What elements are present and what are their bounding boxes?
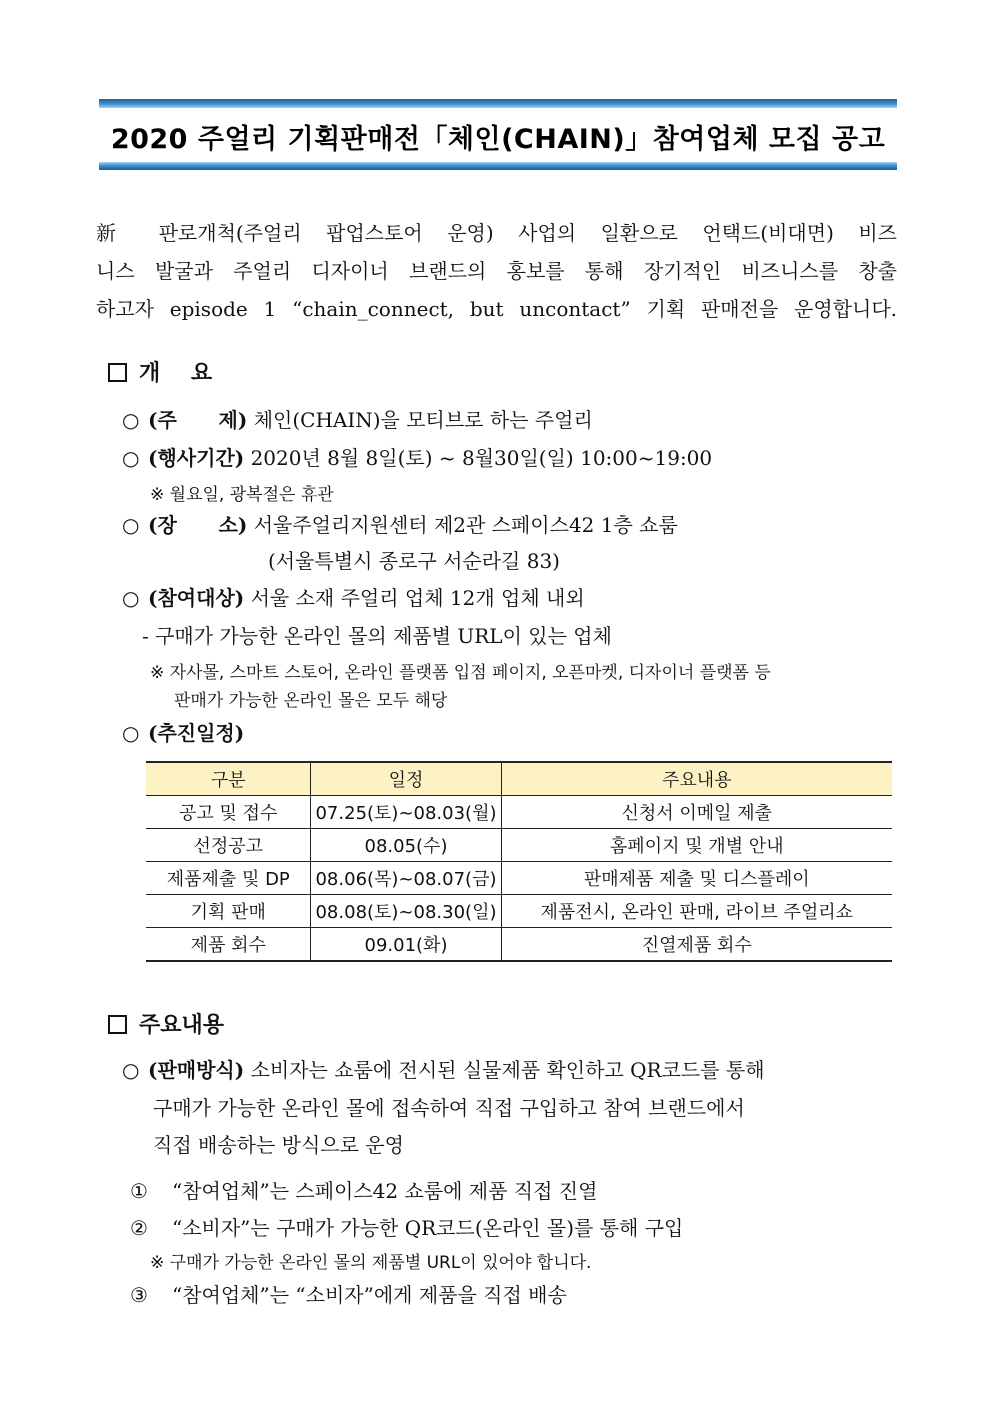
intro-paragraph — [96, 214, 897, 328]
circle-bullet-icon: ○ — [122, 446, 140, 470]
table-row — [146, 796, 892, 829]
table-cell: 판매제품 제출 및 디스플레이 — [501, 862, 892, 895]
schedule-item — [122, 717, 244, 746]
period-note: ※ 월요일, 광복절은 휴관 — [150, 485, 334, 505]
step-number: ③ — [130, 1283, 148, 1307]
theme-item — [122, 404, 593, 433]
step-text: “참여업체”는 스페이스42 쇼룸에 제품 직접 진열 — [172, 1179, 598, 1203]
schedule-header-date: 일정 — [311, 762, 501, 796]
step-1 — [130, 1175, 597, 1204]
method-item — [122, 1054, 765, 1083]
venue-item — [122, 509, 678, 538]
target-value: 서울 소재 주얼리 업체 12개 업체 내외 — [250, 586, 585, 610]
venue-value: 서울주얼리지원센터 제2관 스페이스42 1층 쇼룸 — [253, 513, 678, 537]
venue-address: (서울특별시 종로구 서순라길 83) — [268, 549, 560, 573]
period-value: 2020년 8월 8일(토) ~ 8월30일(일) 10:00~19:00 — [250, 446, 713, 470]
schedule-label: (추진일정) — [148, 721, 245, 745]
schedule-header-content: 주요내용 — [501, 762, 892, 796]
theme-value: 체인(CHAIN)을 모티브로 하는 주얼리 — [253, 408, 593, 432]
target-note-2: 판매가 가능한 온라인 몰은 모두 해당 — [174, 691, 448, 711]
table-row — [146, 829, 892, 862]
page-title: 2020 주얼리 기획판매전「체인(CHAIN)」참여업체 모집 공고 — [110, 123, 886, 155]
method-line-3: 직접 배송하는 방식으로 운영 — [153, 1133, 404, 1157]
target-label: (참여대상) — [148, 586, 245, 610]
table-cell: 제품제출 및 DP — [146, 862, 311, 895]
table-cell: 08.08(토)~08.30(일) — [311, 895, 501, 928]
table-cell: 선정공고 — [146, 829, 311, 862]
target-note-1: ※ 자사몰, 스마트 스토어, 온라인 플랫폼 입점 페이지, 오픈마켓, 디자이너 플랫폼 등 — [150, 663, 771, 683]
circle-bullet-icon: ○ — [122, 513, 140, 537]
method-line-1: 소비자는 쇼룸에 전시된 실물제품 확인하고 QR코드를 통해 — [250, 1058, 765, 1082]
step-number: ② — [130, 1216, 148, 1240]
table-cell: 08.06(목)~08.07(금) — [311, 862, 501, 895]
circle-bullet-icon: ○ — [122, 1058, 140, 1082]
target-sub: - 구매가 가능한 온라인 몰의 제품별 URL이 있는 업체 — [142, 624, 612, 648]
method-line-2: 구매가 가능한 온라인 몰에 접속하여 직접 구입하고 참여 브랜드에서 — [153, 1096, 745, 1120]
table-cell: 07.25(토)~08.03(월) — [311, 796, 501, 829]
table-cell: 신청서 이메일 제출 — [501, 796, 892, 829]
step-number: ① — [130, 1179, 148, 1203]
circle-bullet-icon: ○ — [122, 586, 140, 610]
method-label: (판매방식) — [148, 1058, 245, 1082]
schedule-header-row — [146, 762, 892, 796]
table-cell: 공고 및 접수 — [146, 796, 311, 829]
step-2-note: ※ 구매가 가능한 온라인 몰의 제품별 URL이 있어야 합니다. — [150, 1253, 592, 1273]
period-label: (행사기간) — [148, 446, 245, 470]
schedule-table — [146, 761, 892, 962]
table-cell: 제품전시, 온라인 판매, 라이브 주얼리쇼 — [501, 895, 892, 928]
title-bar-bottom — [99, 162, 897, 170]
main-heading-text: 주요내용 — [139, 1012, 225, 1038]
table-row — [146, 928, 892, 962]
table-cell: 09.01(화) — [311, 928, 501, 962]
table-row — [146, 895, 892, 928]
overview-heading — [108, 356, 212, 387]
circle-bullet-icon: ○ — [122, 721, 140, 745]
target-item — [122, 582, 585, 611]
checkbox-square-icon — [108, 1015, 127, 1034]
checkbox-square-icon — [108, 363, 127, 382]
table-cell: 기획 판매 — [146, 895, 311, 928]
circle-bullet-icon: ○ — [122, 408, 140, 432]
table-cell: 홈페이지 및 개별 안내 — [501, 829, 892, 862]
table-row — [146, 862, 892, 895]
table-cell: 진열제품 회수 — [501, 928, 892, 962]
step-text: “소비자”는 구매가 가능한 QR코드(온라인 몰)를 통해 구입 — [172, 1216, 684, 1240]
table-cell: 08.05(수) — [311, 829, 501, 862]
step-3 — [130, 1279, 567, 1308]
overview-heading-text: 개 요 — [139, 360, 213, 386]
schedule-header-category: 구분 — [146, 762, 311, 796]
step-text: “참여업체”는 “소비자”에게 제품을 직접 배송 — [172, 1283, 567, 1307]
intro-line-1: 新 판로개척(주얼리 팝업스토어 운영) 사업의 일환으로 언택드(비대면) 비즈 — [96, 221, 897, 245]
intro-line-3: 하고자 episode 1 “chain_connect, but uncontact” 기획 판매전을 운영합니다. — [96, 297, 897, 321]
step-2 — [130, 1212, 683, 1241]
intro-line-2: 니스 발굴과 주얼리 디자이너 브랜드의 홍보를 통해 장기적인 비즈니스를 창출 — [96, 259, 897, 283]
period-item — [122, 442, 712, 471]
main-heading — [108, 1008, 224, 1039]
theme-label: (주 제) — [148, 408, 248, 432]
table-cell: 제품 회수 — [146, 928, 311, 962]
title-bar-top — [99, 99, 897, 108]
venue-label: (장 소) — [148, 513, 248, 537]
